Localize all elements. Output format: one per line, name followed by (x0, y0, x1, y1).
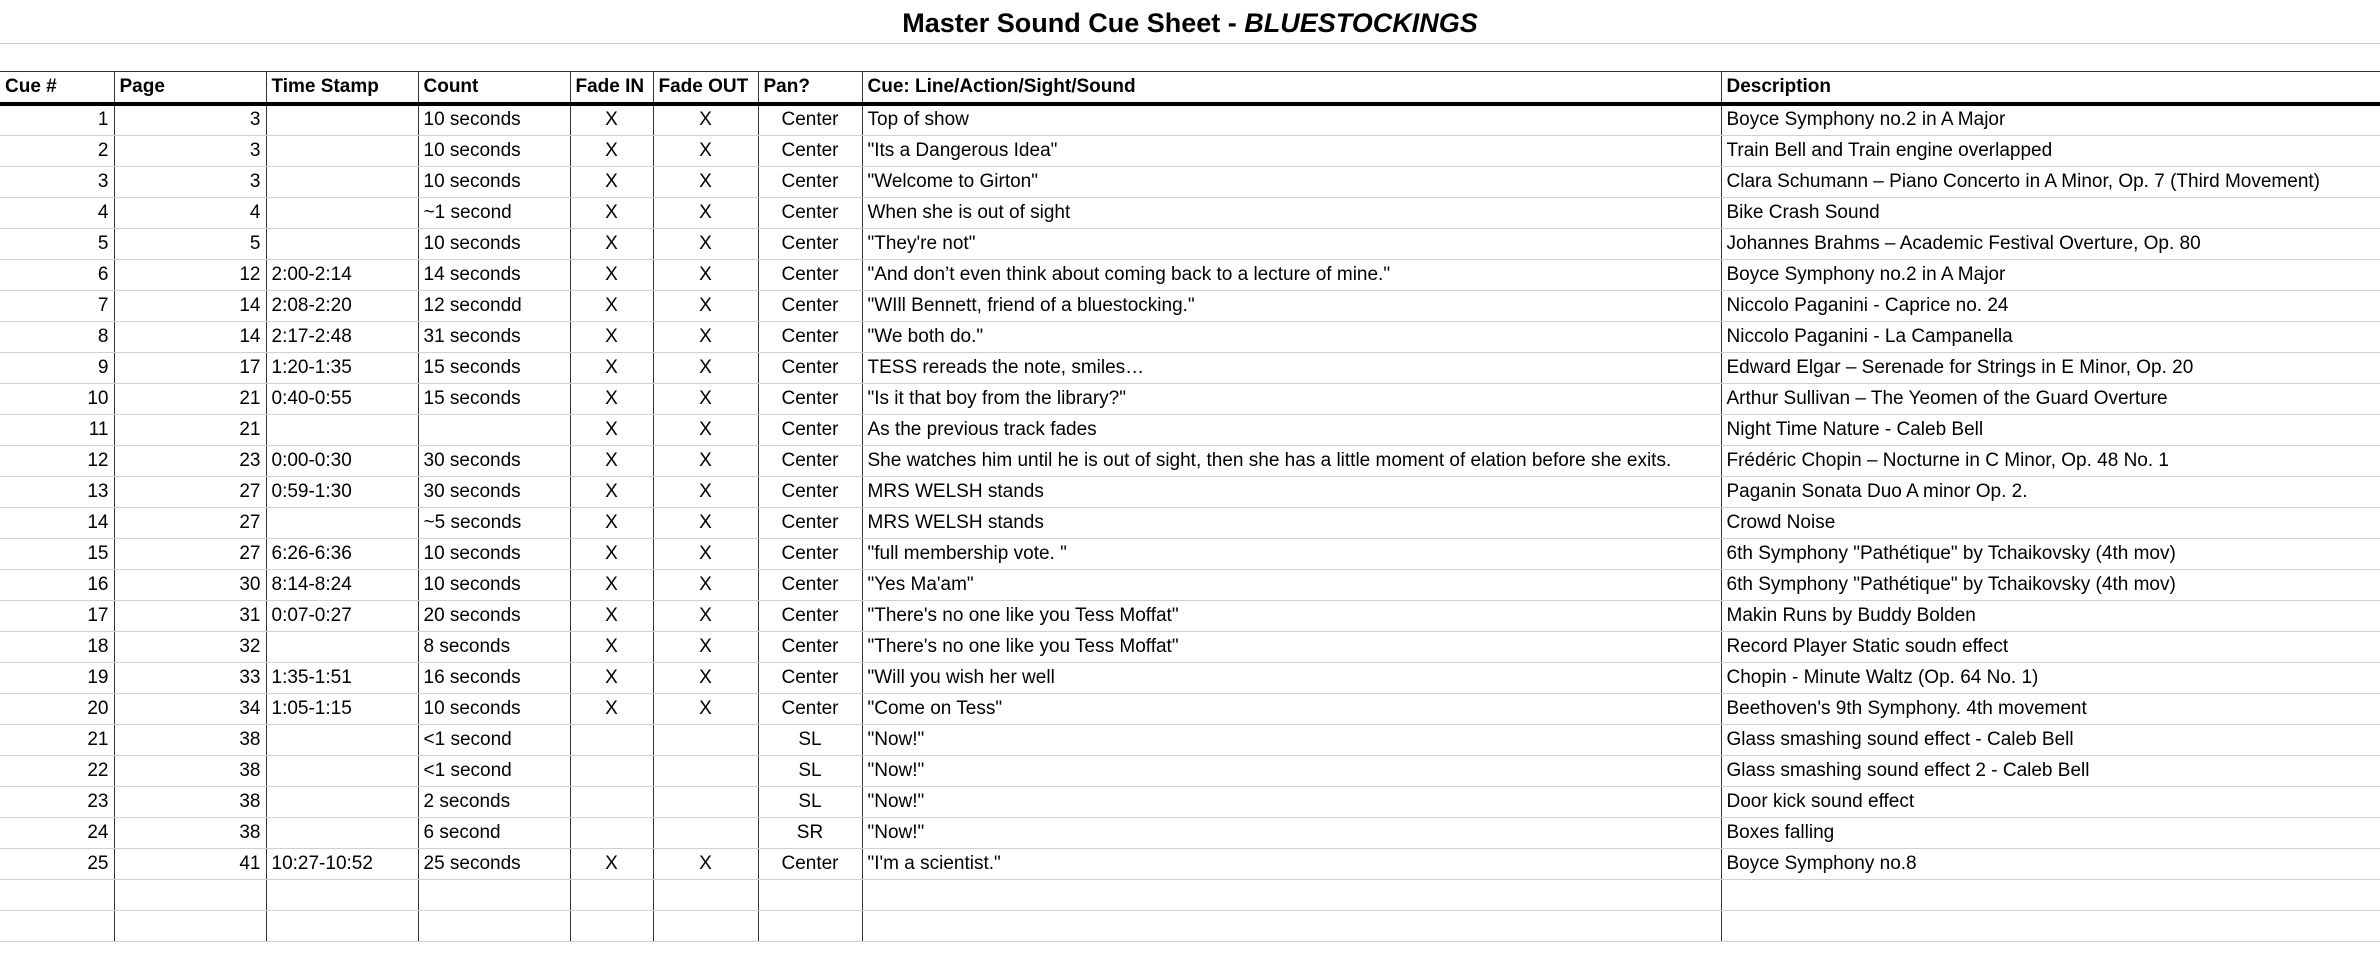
cell-line[interactable]: She watches him until he is out of sight, then she has a little moment of elation before she exits. (862, 445, 1721, 476)
cell-count[interactable]: 20 seconds (418, 600, 570, 631)
cell-time[interactable] (266, 104, 418, 135)
cell-fade-out[interactable]: X (653, 166, 758, 197)
cell-fade-out[interactable]: X (653, 383, 758, 414)
cell-pan[interactable]: Center (758, 104, 862, 135)
cell-fade-in[interactable]: X (570, 383, 653, 414)
cell-pan[interactable]: Center (758, 197, 862, 228)
empty-cell[interactable] (653, 910, 758, 941)
cell-cue[interactable]: 3 (0, 166, 114, 197)
empty-row (0, 879, 2380, 910)
cell-time[interactable] (266, 631, 418, 662)
cell-pan[interactable]: Center (758, 352, 862, 383)
cell-page[interactable]: 3 (114, 135, 266, 166)
cell-time[interactable]: 2:08-2:20 (266, 290, 418, 321)
cell-description[interactable]: Beethoven's 9th Symphony. 4th movement (1721, 693, 2380, 724)
cell-page[interactable]: 21 (114, 383, 266, 414)
table-row (0, 166, 2380, 197)
table-row (0, 259, 2380, 290)
cell-line[interactable]: "We both do." (862, 321, 1721, 352)
cell-cue[interactable]: 10 (0, 383, 114, 414)
cell-description[interactable]: Clara Schumann – Piano Concerto in A Minor, Op. 7 (Third Movement) (1721, 166, 2380, 197)
empty-cell[interactable] (758, 879, 862, 910)
empty-cell[interactable] (0, 910, 114, 941)
cell-fade-in[interactable]: X (570, 445, 653, 476)
cell-cue[interactable]: 21 (0, 724, 114, 755)
cell-cue[interactable]: 16 (0, 569, 114, 600)
cell-time[interactable] (266, 228, 418, 259)
cell-pan[interactable]: SL (758, 755, 862, 786)
cell-page[interactable]: 33 (114, 662, 266, 693)
cell-page[interactable]: 38 (114, 786, 266, 817)
cell-pan[interactable]: Center (758, 290, 862, 321)
cell-page[interactable]: 31 (114, 600, 266, 631)
cell-fade-out[interactable]: X (653, 321, 758, 352)
cell-line[interactable]: MRS WELSH stands (862, 507, 1721, 538)
cell-time[interactable]: 6:26-6:36 (266, 538, 418, 569)
cell-description[interactable]: Niccolo Paganini - La Campanella (1721, 321, 2380, 352)
cell-line[interactable]: As the previous track fades (862, 414, 1721, 445)
cell-description[interactable]: Night Time Nature - Caleb Bell (1721, 414, 2380, 445)
cell-fade-in[interactable]: X (570, 166, 653, 197)
header-cue[interactable]: Cue # (0, 72, 114, 104)
empty-cell[interactable] (418, 910, 570, 941)
cell-description[interactable]: Paganin Sonata Duo A minor Op. 2. (1721, 476, 2380, 507)
cell-time[interactable] (266, 786, 418, 817)
cell-fade-out[interactable] (653, 786, 758, 817)
cell-count[interactable]: 30 seconds (418, 445, 570, 476)
table-row (0, 228, 2380, 259)
cell-page[interactable]: 3 (114, 104, 266, 135)
cell-description[interactable]: Boyce Symphony no.2 in A Major (1721, 104, 2380, 135)
cell-fade-in[interactable] (570, 724, 653, 755)
cell-description[interactable]: Train Bell and Train engine overlapped (1721, 135, 2380, 166)
cell-description[interactable]: Crowd Noise (1721, 507, 2380, 538)
cell-line[interactable]: "There's no one like you Tess Moffat" (862, 600, 1721, 631)
cell-count[interactable]: 14 seconds (418, 259, 570, 290)
cell-line[interactable]: "Will you wish her well (862, 662, 1721, 693)
cell-fade-out[interactable] (653, 817, 758, 848)
empty-cell[interactable] (1721, 879, 2380, 910)
cell-pan[interactable]: Center (758, 166, 862, 197)
cell-time[interactable]: 0:07-0:27 (266, 600, 418, 631)
cell-page[interactable]: 14 (114, 321, 266, 352)
empty-cell[interactable] (570, 910, 653, 941)
cell-fade-in[interactable] (570, 817, 653, 848)
cell-time[interactable]: 2:00-2:14 (266, 259, 418, 290)
cell-fade-in[interactable] (570, 786, 653, 817)
cell-time[interactable]: 2:17-2:48 (266, 321, 418, 352)
cell-time[interactable] (266, 197, 418, 228)
header-row (0, 72, 2380, 104)
cell-count[interactable]: 10 seconds (418, 104, 570, 135)
cell-line[interactable]: "And don’t even think about coming back to a lecture of mine." (862, 259, 1721, 290)
cell-line[interactable]: "Now!" (862, 755, 1721, 786)
cell-fade-out[interactable]: X (653, 848, 758, 879)
cell-line[interactable]: "Now!" (862, 786, 1721, 817)
cell-page[interactable]: 3 (114, 166, 266, 197)
cell-cue[interactable]: 15 (0, 538, 114, 569)
cell-description[interactable]: Johannes Brahms – Academic Festival Overture, Op. 80 (1721, 228, 2380, 259)
cell-time[interactable]: 8:14-8:24 (266, 569, 418, 600)
cell-page[interactable]: 34 (114, 693, 266, 724)
table-row (0, 662, 2380, 693)
cell-count[interactable]: ~5 seconds (418, 507, 570, 538)
cell-line[interactable]: "I'm a scientist." (862, 848, 1721, 879)
cell-fade-in[interactable]: X (570, 104, 653, 135)
cell-fade-in[interactable]: X (570, 476, 653, 507)
cell-fade-in[interactable]: X (570, 290, 653, 321)
cell-fade-out[interactable]: X (653, 290, 758, 321)
cell-cue[interactable]: 24 (0, 817, 114, 848)
cell-page[interactable]: 30 (114, 569, 266, 600)
empty-cell[interactable] (758, 910, 862, 941)
table-row (0, 476, 2380, 507)
cell-pan[interactable]: Center (758, 600, 862, 631)
header-line[interactable]: Cue: Line/Action/Sight/Sound (862, 72, 1721, 104)
cell-count[interactable]: 15 seconds (418, 383, 570, 414)
cell-pan[interactable]: Center (758, 228, 862, 259)
header-count[interactable]: Count (418, 72, 570, 104)
cell-page[interactable]: 38 (114, 724, 266, 755)
cell-pan[interactable]: Center (758, 507, 862, 538)
cell-count[interactable]: 16 seconds (418, 662, 570, 693)
cell-fade-out[interactable]: X (653, 569, 758, 600)
table-row (0, 569, 2380, 600)
table-row (0, 383, 2380, 414)
cell-pan[interactable]: Center (758, 135, 862, 166)
cell-fade-in[interactable]: X (570, 414, 653, 445)
empty-cell[interactable] (266, 910, 418, 941)
table-row (0, 724, 2380, 755)
cell-count[interactable]: 2 seconds (418, 786, 570, 817)
cell-time[interactable] (266, 507, 418, 538)
cell-cue[interactable]: 7 (0, 290, 114, 321)
cell-fade-out[interactable]: X (653, 476, 758, 507)
cell-count[interactable]: 30 seconds (418, 476, 570, 507)
cell-time[interactable]: 0:40-0:55 (266, 383, 418, 414)
cell-count[interactable]: <1 second (418, 755, 570, 786)
cell-line[interactable]: "Now!" (862, 817, 1721, 848)
empty-row (0, 910, 2380, 941)
header-pan[interactable]: Pan? (758, 72, 862, 104)
cell-pan[interactable]: Center (758, 662, 862, 693)
cell-fade-in[interactable]: X (570, 507, 653, 538)
table-row (0, 445, 2380, 476)
empty-cell[interactable] (266, 879, 418, 910)
cell-page[interactable]: 14 (114, 290, 266, 321)
cell-fade-out[interactable]: X (653, 600, 758, 631)
cell-count[interactable]: 10 seconds (418, 135, 570, 166)
cell-time[interactable] (266, 724, 418, 755)
cell-description[interactable]: Bike Crash Sound (1721, 197, 2380, 228)
cell-cue[interactable]: 9 (0, 352, 114, 383)
table-row (0, 321, 2380, 352)
table-row (0, 538, 2380, 569)
cell-page[interactable]: 4 (114, 197, 266, 228)
cell-fade-out[interactable]: X (653, 662, 758, 693)
empty-cell[interactable] (653, 879, 758, 910)
cell-line[interactable]: "Come on Tess" (862, 693, 1721, 724)
table-row (0, 848, 2380, 879)
empty-cell[interactable] (0, 879, 114, 910)
header-fade-in[interactable]: Fade IN (570, 72, 653, 104)
empty-cell[interactable] (418, 879, 570, 910)
cell-line[interactable]: "Its a Dangerous Idea" (862, 135, 1721, 166)
cell-count[interactable] (418, 414, 570, 445)
cell-fade-in[interactable]: X (570, 135, 653, 166)
cell-description[interactable]: Arthur Sullivan – The Yeomen of the Guard Overture (1721, 383, 2380, 414)
cell-cue[interactable]: 17 (0, 600, 114, 631)
header-description[interactable]: Description (1721, 72, 2380, 104)
cell-fade-out[interactable]: X (653, 259, 758, 290)
cell-page[interactable]: 5 (114, 228, 266, 259)
cell-fade-out[interactable]: X (653, 693, 758, 724)
cell-time[interactable]: 0:00-0:30 (266, 445, 418, 476)
cell-description[interactable]: Boyce Symphony no.8 (1721, 848, 2380, 879)
title-show: BLUESTOCKINGS (1244, 8, 1478, 38)
cell-fade-out[interactable]: X (653, 104, 758, 135)
cell-description[interactable]: Glass smashing sound effect 2 - Caleb Bell (1721, 755, 2380, 786)
table-row (0, 600, 2380, 631)
table-row (0, 352, 2380, 383)
cell-page[interactable]: 23 (114, 445, 266, 476)
cell-pan[interactable]: Center (758, 321, 862, 352)
cell-fade-in[interactable]: X (570, 538, 653, 569)
cell-count[interactable]: 25 seconds (418, 848, 570, 879)
cell-fade-out[interactable]: X (653, 197, 758, 228)
cell-cue[interactable]: 5 (0, 228, 114, 259)
table-row (0, 104, 2380, 135)
cell-time[interactable]: 1:05-1:15 (266, 693, 418, 724)
cell-description[interactable]: Makin Runs by Buddy Bolden (1721, 600, 2380, 631)
cell-fade-out[interactable]: X (653, 414, 758, 445)
cell-description[interactable]: Chopin - Minute Waltz (Op. 64 No. 1) (1721, 662, 2380, 693)
cell-cue[interactable]: 14 (0, 507, 114, 538)
cell-count[interactable]: 15 seconds (418, 352, 570, 383)
cell-fade-out[interactable]: X (653, 538, 758, 569)
cell-line[interactable]: When she is out of sight (862, 197, 1721, 228)
cell-pan[interactable]: SL (758, 786, 862, 817)
cell-count[interactable]: 10 seconds (418, 693, 570, 724)
title-main: Master Sound Cue Sheet - (902, 8, 1245, 38)
spacer-row (0, 44, 2380, 72)
cell-fade-in[interactable]: X (570, 631, 653, 662)
cell-fade-in[interactable]: X (570, 352, 653, 383)
cell-count[interactable]: 10 seconds (418, 569, 570, 600)
cell-line[interactable]: "Is it that boy from the library?" (862, 383, 1721, 414)
cell-fade-out[interactable] (653, 724, 758, 755)
cell-fade-in[interactable]: X (570, 600, 653, 631)
table-row (0, 631, 2380, 662)
cell-pan[interactable]: Center (758, 476, 862, 507)
cell-fade-in[interactable]: X (570, 197, 653, 228)
cell-pan[interactable]: Center (758, 693, 862, 724)
cell-time[interactable] (266, 166, 418, 197)
cell-page[interactable]: 38 (114, 755, 266, 786)
cell-line[interactable]: "WIll Bennett, friend of a bluestocking." (862, 290, 1721, 321)
cell-time[interactable] (266, 817, 418, 848)
cell-description[interactable]: Frédéric Chopin – Nocturne in C Minor, Op. 48 No. 1 (1721, 445, 2380, 476)
cell-pan[interactable]: SR (758, 817, 862, 848)
cell-pan[interactable]: Center (758, 383, 862, 414)
cue-table-body (0, 104, 2380, 941)
cell-fade-in[interactable]: X (570, 662, 653, 693)
cell-cue[interactable]: 2 (0, 135, 114, 166)
cell-count[interactable]: 31 seconds (418, 321, 570, 352)
cell-page[interactable]: 21 (114, 414, 266, 445)
cell-cue[interactable]: 12 (0, 445, 114, 476)
empty-cell[interactable] (1721, 910, 2380, 941)
cell-count[interactable]: 6 second (418, 817, 570, 848)
header-fade-out[interactable]: Fade OUT (653, 72, 758, 104)
empty-cell[interactable] (114, 879, 266, 910)
cell-fade-out[interactable]: X (653, 228, 758, 259)
cell-cue[interactable]: 13 (0, 476, 114, 507)
table-row (0, 135, 2380, 166)
cell-count[interactable]: 8 seconds (418, 631, 570, 662)
cell-fade-out[interactable]: X (653, 631, 758, 662)
cell-page[interactable]: 27 (114, 538, 266, 569)
cell-line[interactable]: "full membership vote. " (862, 538, 1721, 569)
cell-description[interactable]: 6th Symphony "Pathétique" by Tchaikovsky (4th mov) (1721, 538, 2380, 569)
cell-count[interactable]: 10 seconds (418, 538, 570, 569)
cue-table (0, 72, 2380, 942)
cell-line[interactable]: Top of show (862, 104, 1721, 135)
cell-time[interactable]: 1:35-1:51 (266, 662, 418, 693)
cell-time[interactable] (266, 414, 418, 445)
cell-fade-out[interactable] (653, 755, 758, 786)
empty-cell[interactable] (114, 910, 266, 941)
cell-description[interactable]: 6th Symphony "Pathétique" by Tchaikovsky (4th mov) (1721, 569, 2380, 600)
table-row (0, 817, 2380, 848)
cell-pan[interactable]: Center (758, 445, 862, 476)
cell-time[interactable] (266, 755, 418, 786)
table-row (0, 693, 2380, 724)
cell-fade-in[interactable] (570, 755, 653, 786)
cell-cue[interactable]: 18 (0, 631, 114, 662)
cell-line[interactable]: "Yes Ma'am" (862, 569, 1721, 600)
cell-pan[interactable]: Center (758, 631, 862, 662)
cell-pan[interactable]: Center (758, 848, 862, 879)
cell-description[interactable]: Glass smashing sound effect - Caleb Bell (1721, 724, 2380, 755)
cell-page[interactable]: 27 (114, 476, 266, 507)
table-row (0, 786, 2380, 817)
cell-page[interactable]: 41 (114, 848, 266, 879)
cell-cue[interactable]: 20 (0, 693, 114, 724)
cell-cue[interactable]: 25 (0, 848, 114, 879)
cell-line[interactable]: "Now!" (862, 724, 1721, 755)
table-row (0, 290, 2380, 321)
cell-fade-in[interactable]: X (570, 693, 653, 724)
page-title (0, 0, 2380, 44)
cell-pan[interactable]: Center (758, 259, 862, 290)
cell-count[interactable]: 12 secondd (418, 290, 570, 321)
cell-page[interactable]: 12 (114, 259, 266, 290)
cell-page[interactable]: 38 (114, 817, 266, 848)
cell-page[interactable]: 27 (114, 507, 266, 538)
cell-pan[interactable]: SL (758, 724, 862, 755)
empty-cell[interactable] (862, 879, 1721, 910)
cell-line[interactable]: "Welcome to Girton" (862, 166, 1721, 197)
cell-line[interactable]: TESS rereads the note, smiles… (862, 352, 1721, 383)
cell-cue[interactable]: 4 (0, 197, 114, 228)
cell-line[interactable]: "They're not" (862, 228, 1721, 259)
cell-time[interactable]: 0:59-1:30 (266, 476, 418, 507)
cell-page[interactable]: 17 (114, 352, 266, 383)
cell-description[interactable]: Record Player Static soudn effect (1721, 631, 2380, 662)
cell-time[interactable]: 10:27-10:52 (266, 848, 418, 879)
cell-pan[interactable]: Center (758, 414, 862, 445)
table-row (0, 197, 2380, 228)
cell-fade-in[interactable]: X (570, 228, 653, 259)
cell-description[interactable]: Door kick sound effect (1721, 786, 2380, 817)
cell-description[interactable]: Boyce Symphony no.2 in A Major (1721, 259, 2380, 290)
cell-cue[interactable]: 23 (0, 786, 114, 817)
cell-line[interactable]: "There's no one like you Tess Moffat" (862, 631, 1721, 662)
table-row (0, 414, 2380, 445)
cell-time[interactable] (266, 135, 418, 166)
header-time[interactable]: Time Stamp (266, 72, 418, 104)
cell-count[interactable]: <1 second (418, 724, 570, 755)
table-row (0, 507, 2380, 538)
cell-fade-out[interactable]: X (653, 135, 758, 166)
cell-fade-in[interactable]: X (570, 569, 653, 600)
cell-fade-in[interactable]: X (570, 848, 653, 879)
cell-page[interactable]: 32 (114, 631, 266, 662)
cell-cue[interactable]: 8 (0, 321, 114, 352)
cell-line[interactable]: MRS WELSH stands (862, 476, 1721, 507)
empty-cell[interactable] (862, 910, 1721, 941)
cell-time[interactable]: 1:20-1:35 (266, 352, 418, 383)
cell-cue[interactable]: 1 (0, 104, 114, 135)
cell-fade-in[interactable]: X (570, 321, 653, 352)
cell-fade-out[interactable]: X (653, 352, 758, 383)
cell-cue[interactable]: 19 (0, 662, 114, 693)
table-row (0, 755, 2380, 786)
cell-count[interactable]: ~1 second (418, 197, 570, 228)
cell-cue[interactable]: 6 (0, 259, 114, 290)
cell-count[interactable]: 10 seconds (418, 166, 570, 197)
cell-cue[interactable]: 22 (0, 755, 114, 786)
header-page[interactable]: Page (114, 72, 266, 104)
cell-count[interactable]: 10 seconds (418, 228, 570, 259)
cell-cue[interactable]: 11 (0, 414, 114, 445)
cell-description[interactable]: Edward Elgar – Serenade for Strings in E Minor, Op. 20 (1721, 352, 2380, 383)
cell-description[interactable]: Niccolo Paganini - Caprice no. 24 (1721, 290, 2380, 321)
cell-fade-out[interactable]: X (653, 507, 758, 538)
cell-fade-out[interactable]: X (653, 445, 758, 476)
cell-pan[interactable]: Center (758, 569, 862, 600)
empty-cell[interactable] (570, 879, 653, 910)
cell-description[interactable]: Boxes falling (1721, 817, 2380, 848)
cell-pan[interactable]: Center (758, 538, 862, 569)
cell-fade-in[interactable]: X (570, 259, 653, 290)
